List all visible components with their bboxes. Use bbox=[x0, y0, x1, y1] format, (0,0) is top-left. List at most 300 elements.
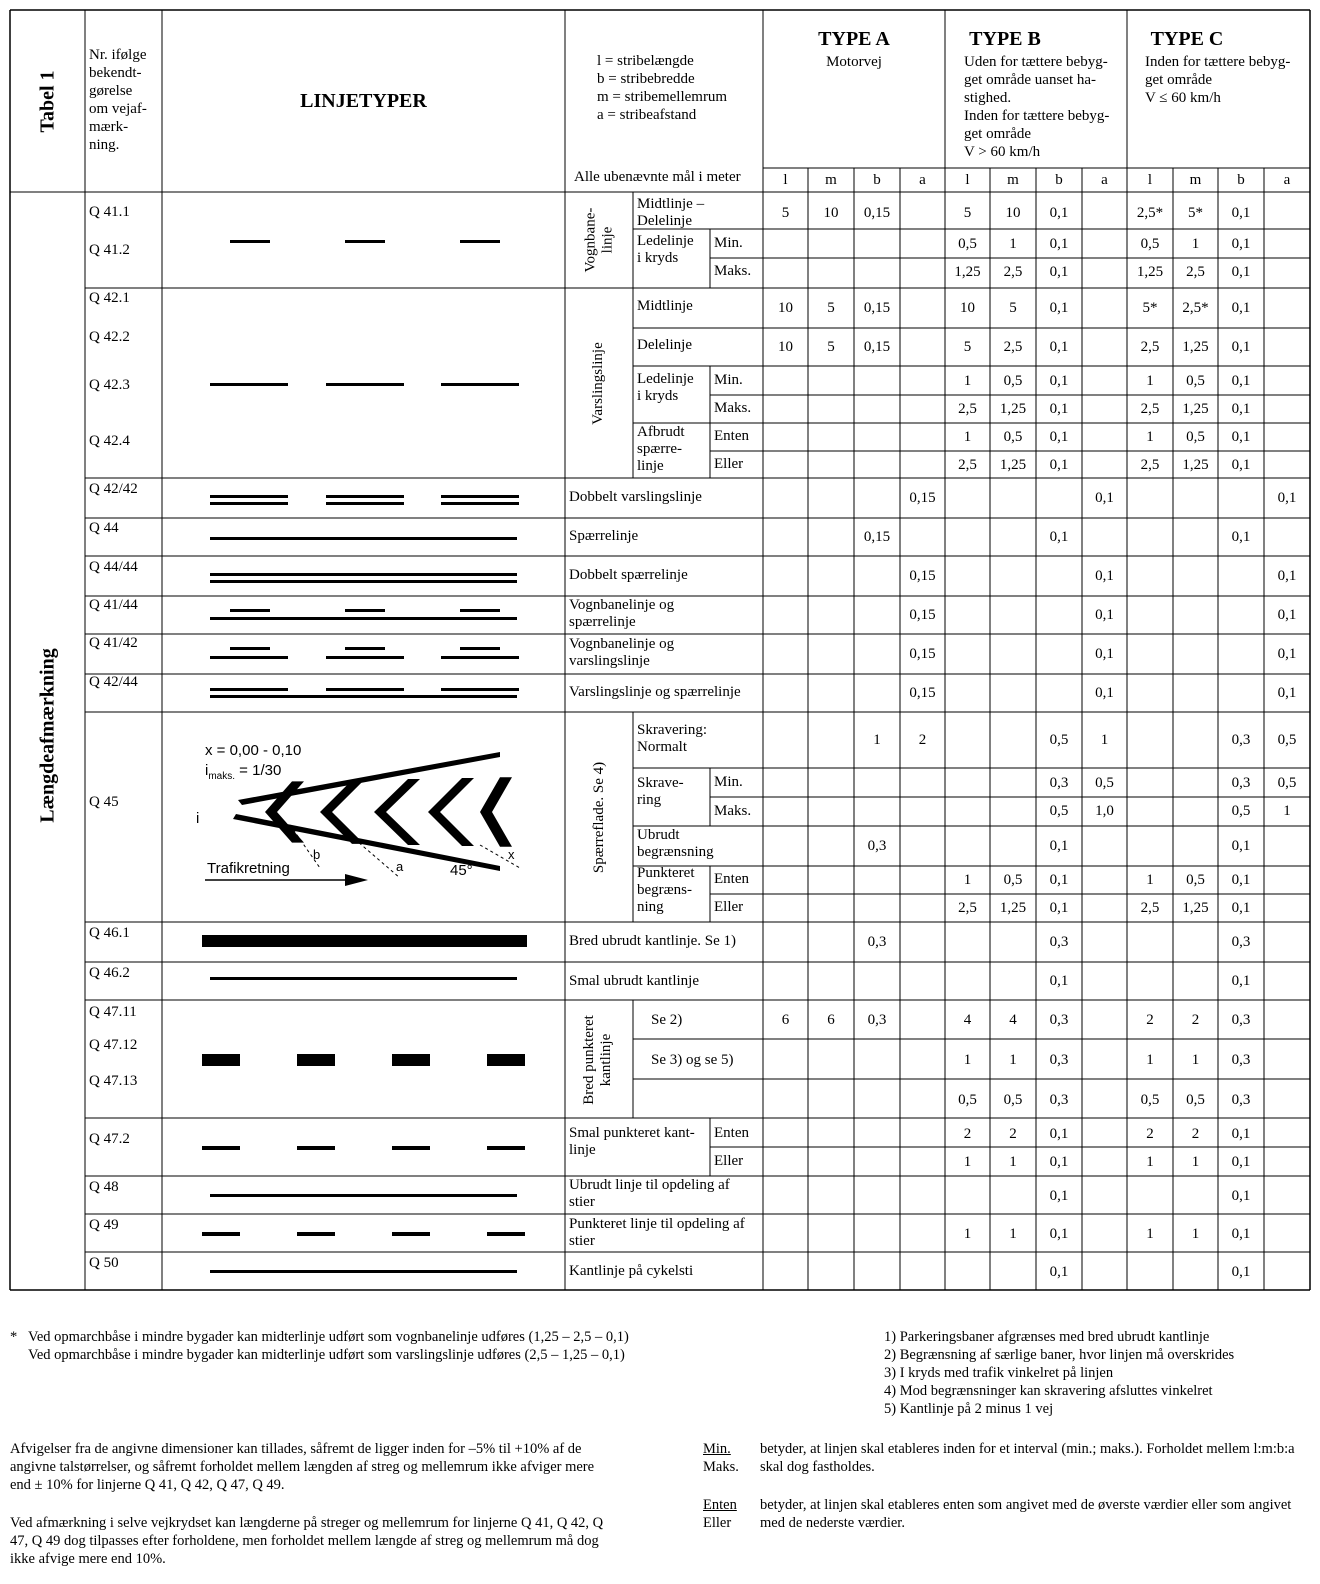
value-cell: 0,1 bbox=[1049, 339, 1069, 355]
value-cell: 0,1 bbox=[1231, 373, 1251, 389]
description-text: Midtlinje bbox=[637, 298, 693, 314]
value-cell: 5* bbox=[1142, 300, 1158, 316]
value-cell: 0,1 bbox=[1049, 429, 1069, 445]
value-cell: 5 bbox=[781, 205, 790, 221]
description-text: Ubrudt begrænsning bbox=[637, 827, 714, 860]
value-cell: 0,1 bbox=[1231, 300, 1251, 316]
group-label-spaerreflade: Spærreflade. Se 4) bbox=[590, 761, 607, 873]
group-label-varslingslinje: Varslingslinje bbox=[589, 341, 606, 425]
type-a-desc: Motorvej bbox=[826, 54, 882, 70]
value-cell: 2 bbox=[1146, 1012, 1154, 1028]
value-cell: 0,1 bbox=[1277, 646, 1297, 662]
value-cell: 4 bbox=[1009, 1012, 1017, 1028]
value-cell: 0,3 bbox=[1231, 775, 1251, 791]
value-cell: 0,5 bbox=[1186, 872, 1205, 888]
value-column-header: m bbox=[1007, 172, 1019, 188]
section-side-label: Længdeafmærkning bbox=[36, 647, 59, 823]
value-cell: 1,25 bbox=[1182, 900, 1209, 916]
value-cell: 10 bbox=[778, 339, 793, 355]
value-cell: 4 bbox=[963, 1012, 972, 1028]
value-cell: 0,1 bbox=[1231, 1264, 1251, 1280]
type-b-desc: get område uanset ha- bbox=[964, 72, 1097, 88]
value-column-header: l bbox=[965, 172, 970, 188]
description-text: Bred ubrudt kantlinje. Se 1) bbox=[569, 933, 737, 949]
legend-line: m = stribemellemrum bbox=[597, 89, 728, 105]
value-cell: 1 bbox=[1146, 373, 1154, 389]
value-column-header: m bbox=[1189, 172, 1202, 188]
sample-vognbanelinje bbox=[230, 240, 270, 243]
value-cell: 6 bbox=[781, 1012, 790, 1028]
description-text: Delelinje bbox=[637, 337, 692, 353]
value-cell: 0,5 bbox=[1186, 1092, 1205, 1108]
sample-dobbelt-varslingslinje bbox=[326, 495, 404, 498]
value-cell: 2,5 bbox=[1140, 457, 1160, 473]
value-cell: 1 bbox=[1146, 1226, 1154, 1242]
sample-vognbanelinje bbox=[460, 240, 500, 243]
nr-header-line: mærk- bbox=[89, 119, 129, 135]
row-code: Q 44/44 bbox=[89, 559, 138, 575]
value-cell: 0,3 bbox=[1231, 1052, 1251, 1068]
sample-bred-punkteret-kantlinje bbox=[487, 1054, 525, 1066]
value-cell: 0,5 bbox=[1003, 1092, 1023, 1108]
value-cell: 0,5 bbox=[1140, 236, 1160, 252]
diagram-direction-label: Trafikretning bbox=[207, 860, 290, 877]
value-cell: 0,15 bbox=[863, 529, 891, 545]
eller-label: Eller bbox=[703, 1515, 732, 1531]
value-cell: 2,5* bbox=[1136, 205, 1164, 221]
value-cell: 0,1 bbox=[1231, 339, 1251, 355]
value-cell: 1 bbox=[1009, 1226, 1017, 1242]
sample-varslingslinje bbox=[326, 383, 404, 386]
table-side-title: Tabel 1 bbox=[36, 69, 59, 133]
description-text: Ubrudt linje til opdeling af stier bbox=[569, 1177, 730, 1210]
value-cell: 0,3 bbox=[1231, 1092, 1251, 1108]
value-column-header: l bbox=[1147, 172, 1153, 188]
value-cell: 0,1 bbox=[1049, 872, 1069, 888]
row-code: Q 49 bbox=[89, 1217, 119, 1233]
row-code: Q 42/42 bbox=[89, 481, 138, 497]
legend-line: a = stribeafstand bbox=[597, 107, 697, 123]
value-cell: 1,25 bbox=[1182, 339, 1209, 355]
value-cell: 0,5 bbox=[1186, 373, 1205, 389]
nr-header-line: Nr. ifølge bbox=[89, 47, 147, 63]
description-text: Smal ubrudt kantlinje bbox=[569, 973, 699, 989]
value-cell: 2,5 bbox=[958, 900, 977, 916]
value-cell: 0,1 bbox=[1049, 236, 1069, 252]
sample-vognbane-varsling bbox=[326, 656, 404, 659]
value-cell: 0,3 bbox=[1049, 1052, 1069, 1068]
sample-varsling-spaerre bbox=[326, 688, 404, 691]
value-cell: 0,1 bbox=[1277, 490, 1297, 506]
value-cell: 0,15 bbox=[863, 300, 891, 316]
sample-vognbanelinje bbox=[345, 240, 385, 243]
sample-smal-punkteret-kantlinje bbox=[202, 1146, 240, 1150]
sample-dobbelt-spaerrelinje bbox=[210, 573, 517, 576]
sample-bred-punkteret-kantlinje bbox=[297, 1054, 335, 1066]
value-cell: 0,1 bbox=[1231, 529, 1251, 545]
sample-punkteret-sti-linje bbox=[392, 1232, 430, 1236]
description-text: Punkteret linje til opdeling af stier bbox=[569, 1216, 745, 1249]
sample-varslingslinje bbox=[210, 383, 288, 386]
footnote-3: 3) I kryds med trafik vinkelret på linjen bbox=[884, 1365, 1114, 1381]
type-c-desc: get område bbox=[1145, 72, 1213, 88]
value-cell: 0,1 bbox=[1231, 900, 1251, 916]
value-column-header: a bbox=[1283, 172, 1291, 188]
sample-varsling-spaerre bbox=[210, 688, 288, 691]
value-cell: 10 bbox=[823, 205, 839, 221]
sample-varslingslinje bbox=[441, 383, 519, 386]
sub-label: Maks. bbox=[714, 400, 752, 416]
deviation-note: Afvigelser fra de angivne dimensioner kan tillades, såfremt de ligger inden for –5% til +10% af de angivne talstørrelser, og såfremt forholdet mellem længden af streg og mellemrum ikke afviger mere end ± 10% for linjerne Q 41, Q 42, Q 47, Q 49. bbox=[10, 1441, 595, 1493]
value-cell: 1 bbox=[1009, 1154, 1017, 1170]
sample-dobbelt-varslingslinje bbox=[441, 502, 519, 505]
sample-dobbelt-varslingslinje bbox=[326, 502, 404, 505]
value-cell: 0,1 bbox=[1049, 1126, 1069, 1142]
star-footnote-mark: * bbox=[10, 1329, 18, 1345]
hatch-chevron bbox=[428, 778, 474, 846]
sub-label: Min. bbox=[714, 372, 743, 388]
value-cell: 0,1 bbox=[1231, 401, 1251, 417]
value-cell: 0,1 bbox=[1049, 401, 1069, 417]
nr-header-line: om vejaf- bbox=[89, 101, 147, 117]
hatch-chevron bbox=[480, 777, 512, 847]
value-cell: 0,1 bbox=[1049, 900, 1069, 916]
value-cell: 2 bbox=[918, 732, 927, 748]
value-cell: 1,25 bbox=[999, 900, 1027, 916]
description-text: Smal punkteret kant- linje bbox=[569, 1125, 695, 1158]
value-cell: 5 bbox=[963, 205, 972, 221]
value-cell: 0,1 bbox=[1049, 1226, 1069, 1242]
value-cell: 1,25 bbox=[1182, 401, 1209, 417]
sample-vognbane-spaerre bbox=[345, 609, 385, 612]
value-cell: 0,1 bbox=[1049, 529, 1069, 545]
value-cell: 6 bbox=[827, 1012, 835, 1028]
min-maks-labels bbox=[703, 1440, 739, 1476]
value-cell: 0,3 bbox=[1049, 775, 1069, 791]
enten-label: Enten bbox=[703, 1497, 737, 1513]
value-cell: 0,1 bbox=[1231, 205, 1251, 221]
value-cell: 0,15 bbox=[863, 205, 891, 221]
value-cell: 0,3 bbox=[1049, 1092, 1069, 1108]
row-code: Q 42/44 bbox=[89, 674, 138, 690]
sample-vognbane-varsling bbox=[345, 647, 385, 650]
value-cell: 0,3 bbox=[1231, 1012, 1251, 1028]
sample-ubrudt-sti-linje bbox=[210, 1194, 517, 1197]
value-cell: 0,1 bbox=[1049, 205, 1069, 221]
value-cell: 2,5 bbox=[1140, 339, 1160, 355]
diagram-a-label: a bbox=[396, 859, 404, 874]
description-text: Skrave- ring bbox=[637, 775, 684, 808]
crossing-note: Ved afmærkning i selve vejkrydset kan længderne på streger og mellemrum for linjerne Q 41, Q 42, Q 47, Q 49 dog tilpasses efter forholdene, men forholdet mellem længde af streg og mellemrum må dog ikke afvige mere end 10%. bbox=[10, 1515, 604, 1567]
value-cell: 0,1 bbox=[1231, 1154, 1251, 1170]
value-cell: 0,3 bbox=[867, 838, 887, 854]
value-cell: 0,5 bbox=[1003, 872, 1023, 888]
value-cell: 5 bbox=[963, 339, 972, 355]
value-column-header: a bbox=[1101, 172, 1108, 188]
sample-bred-punkteret-kantlinje bbox=[392, 1054, 430, 1066]
value-cell: 2,5 bbox=[958, 457, 977, 473]
legend-line: l = stribelængde bbox=[597, 53, 694, 69]
sample-vognbane-varsling bbox=[230, 647, 270, 650]
description-text: Dobbelt varslingslinje bbox=[569, 489, 702, 505]
value-cell: 0,5 bbox=[958, 236, 977, 252]
sub-label: Maks. bbox=[714, 803, 752, 819]
value-cell: 0,1 bbox=[1049, 264, 1069, 280]
value-cell: 0,5 bbox=[1049, 803, 1069, 819]
row-code: Q 42.3 bbox=[89, 377, 130, 393]
sample-dobbelt-spaerrelinje bbox=[210, 580, 517, 583]
sub-label: Maks. bbox=[714, 263, 752, 279]
row-code: Q 44 bbox=[89, 520, 119, 536]
value-cell: 0,3 bbox=[1231, 934, 1251, 950]
value-cell: 5 bbox=[827, 300, 835, 316]
value-cell: 0,1 bbox=[1095, 607, 1114, 623]
value-cell: 0,1 bbox=[1231, 1226, 1251, 1242]
type-b-desc: Uden for tættere bebyg- bbox=[964, 54, 1108, 70]
value-cell: 2,5 bbox=[1003, 339, 1023, 355]
value-cell: 0,1 bbox=[1049, 1188, 1069, 1204]
sample-dobbelt-varslingslinje bbox=[210, 502, 288, 505]
value-cell: 0,1 bbox=[1231, 1126, 1251, 1142]
value-cell: 0,1 bbox=[1231, 429, 1251, 445]
value-cell: 0,1 bbox=[1231, 236, 1251, 252]
value-cell: 0,1 bbox=[1049, 1264, 1069, 1280]
row-code: Q 47.13 bbox=[89, 1073, 138, 1089]
description-text: Vognbanelinje og varslingslinje bbox=[569, 636, 675, 669]
type-b-desc: Inden for tættere bebyg- bbox=[964, 108, 1110, 124]
row-code: Q 47.2 bbox=[89, 1131, 130, 1147]
sample-dobbelt-varslingslinje bbox=[441, 495, 519, 498]
value-cell: 2,5 bbox=[958, 401, 977, 417]
value-cell: 1 bbox=[1100, 732, 1109, 748]
value-cell: 0,15 bbox=[909, 490, 936, 506]
value-cell: 1 bbox=[1146, 872, 1154, 888]
sample-vognbane-varsling bbox=[441, 656, 519, 659]
value-cell: 2 bbox=[1146, 1126, 1154, 1142]
row-code: Q 42.4 bbox=[89, 433, 130, 449]
description-text: Se 3) og se 5) bbox=[651, 1052, 734, 1068]
value-cell: 0,1 bbox=[1231, 872, 1251, 888]
value-cell: 10 bbox=[1005, 205, 1021, 221]
description-text: Skravering: Normalt bbox=[637, 722, 707, 755]
description-text: Punkteret begræns- ning bbox=[637, 865, 695, 915]
value-cell: 5 bbox=[1009, 300, 1017, 316]
value-column-header: b bbox=[1055, 172, 1063, 188]
value-cell: 0,1 bbox=[1277, 568, 1297, 584]
value-cell: 1 bbox=[1146, 429, 1154, 445]
star-footnotes bbox=[28, 1328, 629, 1364]
row-code: Q 50 bbox=[89, 1255, 119, 1271]
sample-smal-ubrudt-kantlinje bbox=[210, 977, 517, 980]
value-cell: 1 bbox=[963, 373, 972, 389]
diagram-i-label bbox=[205, 762, 281, 786]
value-cell: 0,15 bbox=[909, 646, 936, 662]
row-code: Q 48 bbox=[89, 1179, 119, 1195]
value-cell: 1 bbox=[1191, 1052, 1200, 1068]
description-text: Midtlinje – Delelinje bbox=[637, 196, 705, 229]
sample-vognbane-varsling bbox=[210, 656, 288, 659]
value-cell: 1 bbox=[963, 1226, 972, 1242]
value-column-header: m bbox=[825, 172, 837, 188]
value-cell: 1 bbox=[1146, 1052, 1154, 1068]
value-cell: 1 bbox=[1191, 236, 1200, 252]
sample-punkteret-sti-linje bbox=[297, 1232, 335, 1236]
value-cell: 0,1 bbox=[1231, 457, 1251, 473]
value-cell: 1,0 bbox=[1095, 803, 1114, 819]
row-code: Q 42.1 bbox=[89, 290, 130, 306]
sample-vognbane-spaerre bbox=[460, 609, 500, 612]
value-cell: 0,5 bbox=[1003, 373, 1023, 389]
value-cell: 0,3 bbox=[1049, 934, 1069, 950]
value-cell: 1 bbox=[1191, 1226, 1200, 1242]
sample-dobbelt-varslingslinje bbox=[210, 495, 288, 498]
direction-arrow-icon bbox=[345, 874, 368, 886]
value-cell: 0,5 bbox=[1095, 775, 1114, 791]
row-code: Q 41.2 bbox=[89, 242, 130, 258]
sample-punkteret-sti-linje bbox=[487, 1232, 525, 1236]
value-cell: 5 bbox=[827, 339, 835, 355]
value-cell: 1,25 bbox=[999, 401, 1027, 417]
value-cell: 2 bbox=[1191, 1126, 1200, 1142]
value-cell: 0,1 bbox=[1049, 300, 1069, 316]
type-c-desc: V ≤ 60 km/h bbox=[1145, 90, 1221, 106]
row-code: Q 41/44 bbox=[89, 597, 138, 613]
value-cell: 1,25 bbox=[954, 264, 981, 280]
value-cell: 0,1 bbox=[1049, 838, 1069, 854]
description-text: Ledelinje i kryds bbox=[637, 233, 694, 266]
nr-header-line: gørelse bbox=[89, 83, 133, 99]
row-code: Q 46.2 bbox=[89, 965, 130, 981]
value-cell: 0,15 bbox=[909, 607, 936, 623]
hatch-chevron bbox=[374, 779, 420, 845]
value-cell: 1 bbox=[963, 429, 972, 445]
value-cell: 1,25 bbox=[1182, 457, 1209, 473]
value-cell: 2 bbox=[963, 1126, 972, 1142]
value-cell: 0,5 bbox=[1231, 803, 1251, 819]
value-cell: 1 bbox=[1009, 236, 1017, 252]
sub-label: Enten bbox=[714, 1125, 749, 1141]
type-b-title: TYPE B bbox=[969, 28, 1041, 50]
units-note: Alle ubenævnte mål i meter bbox=[574, 169, 741, 185]
value-cell: 1 bbox=[1283, 803, 1291, 819]
value-cell: 1 bbox=[873, 732, 881, 748]
value-cell: 0,15 bbox=[863, 339, 891, 355]
value-cell: 0,1 bbox=[1049, 457, 1069, 473]
row-code: Q 42.2 bbox=[89, 329, 130, 345]
value-cell: 0,5 bbox=[1140, 1092, 1160, 1108]
min-label: Min. bbox=[703, 1441, 731, 1457]
row-code: Q 41/42 bbox=[89, 635, 138, 651]
footnote-5: 5) Kantlinje på 2 minus 1 vej bbox=[884, 1401, 1054, 1417]
value-cell: 0,1 bbox=[1231, 838, 1251, 854]
sample-punkteret-sti-linje bbox=[202, 1232, 240, 1236]
value-cell: 0,1 bbox=[1095, 646, 1114, 662]
i-subscript: maks. bbox=[208, 771, 236, 782]
value-cell: 1,25 bbox=[1136, 264, 1164, 280]
value-cell: 1 bbox=[1191, 1154, 1200, 1170]
sample-bred-ubrudt-kantlinje bbox=[202, 935, 527, 947]
i-value: = 1/30 bbox=[235, 762, 282, 779]
value-cell: 2,5 bbox=[1140, 401, 1160, 417]
group-label-bred-punkteret: Bred punkteret kantlinje bbox=[580, 1015, 614, 1105]
diagram-b-label: b bbox=[313, 847, 321, 862]
type-b-desc: stighed. bbox=[964, 90, 1012, 106]
numbered-footnotes bbox=[884, 1328, 1234, 1418]
description-text: Se 2) bbox=[651, 1012, 683, 1028]
i-symbol: i bbox=[205, 762, 209, 779]
value-cell: 0,3 bbox=[1049, 1012, 1069, 1028]
sample-smal-punkteret-kantlinje bbox=[487, 1146, 525, 1150]
sample-bred-punkteret-kantlinje bbox=[202, 1054, 240, 1066]
value-cell: 5* bbox=[1188, 205, 1203, 221]
type-b-desc: V > 60 km/h bbox=[964, 144, 1041, 160]
sample-spaerrelinje bbox=[210, 537, 517, 540]
description-text: Spærrelinje bbox=[569, 528, 639, 544]
row-code: Q 47.11 bbox=[89, 1004, 137, 1020]
diagram-x-small: x bbox=[508, 847, 515, 862]
value-cell: 0,1 bbox=[1095, 568, 1114, 584]
value-cell: 2,5* bbox=[1182, 300, 1209, 316]
value-column-header: b bbox=[1237, 172, 1245, 188]
diagram-x-label: x = 0,00 - 0,10 bbox=[205, 742, 302, 759]
value-cell: 0,15 bbox=[909, 568, 936, 584]
type-a-title: TYPE A bbox=[818, 28, 890, 50]
value-cell: 0,1 bbox=[1095, 490, 1114, 506]
group-label-vognbanelinje: Vognbane- linje bbox=[581, 207, 615, 273]
value-cell: 2 bbox=[1191, 1012, 1200, 1028]
value-cell: 0,5 bbox=[1277, 732, 1297, 748]
footnote-1: 1) Parkeringsbaner afgrænses med bred ubrudt kantlinje bbox=[884, 1329, 1210, 1345]
value-cell: 1 bbox=[1009, 1052, 1017, 1068]
value-cell: 1 bbox=[963, 872, 972, 888]
row-code: Q 46.1 bbox=[89, 925, 130, 941]
legend-line: b = stribebredde bbox=[597, 71, 695, 87]
value-column-header: l bbox=[783, 172, 788, 188]
type-c-title: TYPE C bbox=[1150, 28, 1224, 50]
value-cell: 2,5 bbox=[1003, 264, 1023, 280]
sample-vognbane-spaerre bbox=[210, 617, 517, 620]
value-cell: 0,3 bbox=[867, 1012, 887, 1028]
value-cell: 0,5 bbox=[1186, 429, 1205, 445]
min-maks-text: betyder, at linjen skal etableres inden for et interval (min.; maks.). Forholdet mellem l:m:b:a skal dog fastholdes. bbox=[760, 1441, 1295, 1475]
sample-vognbane-spaerre bbox=[230, 609, 270, 612]
value-cell: 0,5 bbox=[1003, 429, 1023, 445]
value-cell: 1,25 bbox=[999, 457, 1027, 473]
enten-eller-text: betyder, at linjen skal etableres enten som angivet med de øverste værdier eller som angivet med de nederste værdier. bbox=[760, 1497, 1292, 1531]
value-cell: 0,3 bbox=[867, 934, 887, 950]
value-cell: 2 bbox=[1009, 1126, 1017, 1142]
value-column-header: a bbox=[919, 172, 926, 188]
value-cell: 1 bbox=[963, 1154, 972, 1170]
description-text: Dobbelt spærrelinje bbox=[569, 567, 688, 583]
sub-label: Eller bbox=[714, 899, 744, 915]
value-cell: 2,5 bbox=[1140, 900, 1160, 916]
sub-label: Min. bbox=[714, 774, 743, 790]
value-cell: 10 bbox=[960, 300, 975, 316]
linjetyper-header: LINJETYPER bbox=[300, 90, 427, 112]
value-cell: 0,1 bbox=[1049, 1154, 1069, 1170]
value-cell: 1 bbox=[1146, 1154, 1154, 1170]
footnote-2: 2) Begrænsning af særlige baner, hvor linjen må overskrides bbox=[884, 1347, 1235, 1363]
value-cell: 0,1 bbox=[1049, 973, 1069, 989]
type-c-desc: Inden for tættere bebyg- bbox=[1145, 54, 1291, 70]
value-cell: 0,3 bbox=[1231, 732, 1251, 748]
sub-label: Min. bbox=[714, 235, 743, 251]
value-cell: 0,1 bbox=[1277, 685, 1297, 701]
row-code: Q 45 bbox=[89, 794, 119, 810]
description-text: Kantlinje på cykelsti bbox=[569, 1263, 694, 1279]
sub-label: Enten bbox=[714, 428, 749, 444]
